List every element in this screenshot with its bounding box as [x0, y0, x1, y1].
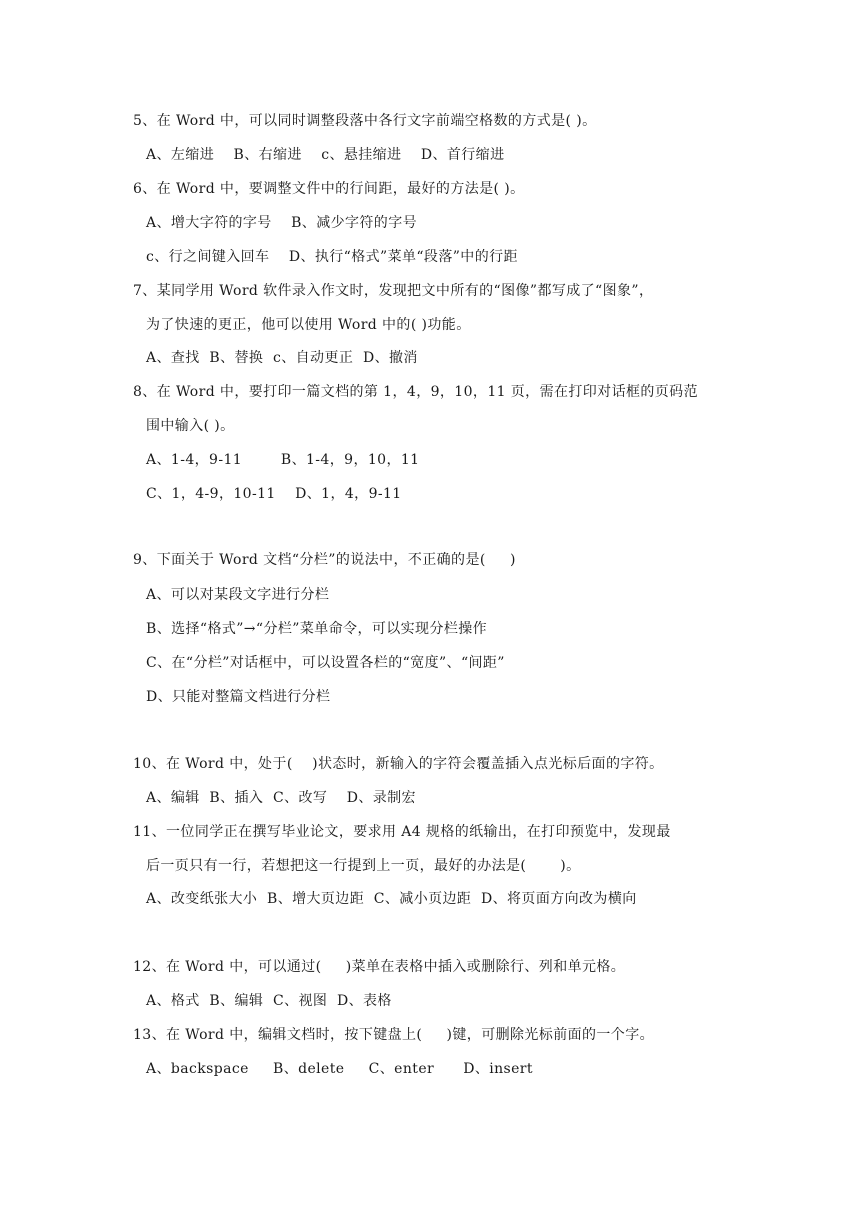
question-12-text: 12、在 Word 中，可以通过( )菜单在表格中插入或删除行、列和单元格。	[133, 959, 626, 975]
question-8-text: 8、在 Word 中，要打印一篇文档的第 1，4，9，10，11 页，需在打印对话框的页码范	[133, 384, 698, 400]
question-6-options-1: A、增大字符的字号 B、减少字符的字号	[146, 215, 417, 231]
question-8-options-1: A、1-4，9-11 B、1-4，9，10，11	[146, 452, 420, 468]
question-8-text-cont: 围中输入( )。	[146, 418, 235, 434]
question-9-option-d: D、只能对整篇文档进行分栏	[146, 689, 331, 705]
question-9-option-c: C、在“分栏”对话框中，可以设置各栏的“宽度”、“间距”	[146, 655, 505, 671]
question-5-options: A、左缩进 B、右缩进 c、悬挂缩进 D、首行缩进	[146, 147, 505, 163]
question-11-options: A、改变纸张大小 B、增大页边距 C、减小页边距 D、将页面方向改为横向	[146, 891, 637, 907]
question-6-options-2: c、行之间键入回车 D、执行“格式”菜单“段落”中的行距	[146, 249, 518, 265]
question-11-text: 11、一位同学正在撰写毕业论文，要求用 A4 规格的纸输出，在打印预览中，发现最	[133, 824, 671, 840]
question-10-text: 10、在 Word 中，处于( )状态时，新输入的字符会覆盖插入点光标后面的字符。	[133, 756, 664, 772]
question-13-text: 13、在 Word 中，编辑文档时，按下键盘上( )键，可删除光标前面的一个字。	[133, 1027, 655, 1043]
question-11-text-cont: 后一页只有一行，若想把这一行提到上一页，最好的办法是( )。	[146, 858, 581, 874]
question-5-text: 5、在 Word 中，可以同时调整段落中各行文字前端空格数的方式是( )。	[133, 113, 597, 129]
question-9-option-b: B、选择“格式”→“分栏”菜单命令，可以实现分栏操作	[146, 621, 488, 637]
question-6-text: 6、在 Word 中，要调整文件中的行间距，最好的方法是( )。	[133, 181, 525, 197]
question-7-text: 7、某同学用 Word 软件录入作文时，发现把文中所有的“图像”都写成了“图象”，	[133, 283, 654, 299]
question-10-options: A、编辑 B、插入 C、改写 D、录制宏	[146, 790, 416, 806]
question-12-options: A、格式 B、编辑 C、视图 D、表格	[146, 993, 392, 1009]
question-7-text-cont: 为了快速的更正，他可以使用 Word 中的( )功能。	[146, 317, 471, 333]
question-9-text: 9、下面关于 Word 文档“分栏”的说法中，不正确的是( )	[133, 552, 516, 568]
question-7-options: A、查找 B、替换 c、自动更正 D、撤消	[146, 350, 418, 366]
question-9-option-a: A、可以对某段文字进行分栏	[146, 587, 330, 603]
question-13-options: A、backspace B、delete C、enter D、insert	[146, 1061, 533, 1077]
question-8-options-2: C、1，4-9，10-11 D、1，4，9-11	[146, 486, 402, 502]
